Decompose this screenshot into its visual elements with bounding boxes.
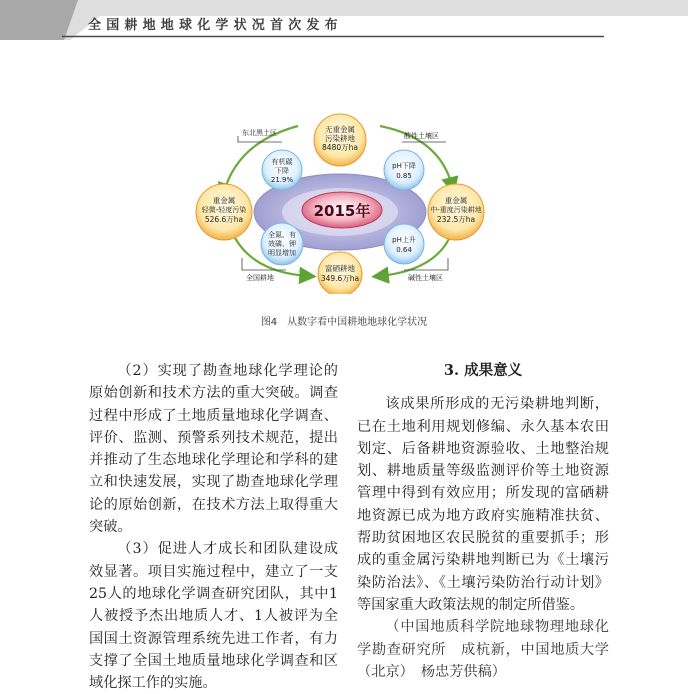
node-bottom-line1: 富硒耕地 <box>325 264 355 273</box>
author-credit: （中国地质科学院地球物理地球化学勘查研究所 成杭新，中国地质大学（北京） 杨忠芳供稿） <box>357 619 609 680</box>
left-column <box>89 360 338 694</box>
region-national-farmland: 全国耕地 <box>246 274 274 282</box>
node-ph-down <box>384 150 424 190</box>
header-band <box>0 0 688 40</box>
node-right-line1: 重金属 <box>444 196 468 205</box>
node-organic-carbon-line2: 下降 <box>275 167 289 175</box>
node-top-line1: 无重金属 <box>325 125 355 134</box>
node-ph-up-line1: pH上升 <box>392 236 416 244</box>
center-label: 2015年 <box>313 202 371 220</box>
figure-4 <box>190 108 490 294</box>
node-bottom <box>318 252 362 294</box>
node-right-line2: 中-重度污染耕地 <box>430 206 482 214</box>
section-title: 3. 成果意义 <box>443 362 523 379</box>
node-ph-up <box>384 224 424 264</box>
paragraph-theory-breakthrough: （2）实现了勘查地球化学理论的原始创新和技术方法的重大突破。调查过程中形成了土地质量地球化学调查、评价、监测、预警系列技术规范，提出并推动了生态地球化学理论和学科的建立和快速发展，实现了勘查地球化学理论的原始创新，在技术方法上取得重大突破。 <box>89 363 338 536</box>
node-ph-down-line1: pH下降 <box>392 162 416 170</box>
node-top-line2: 污染耕地 <box>325 134 355 143</box>
node-left-line2: 轻微-轻度污染 <box>201 206 247 214</box>
region-alkaline-soil: 碱性土壤区 <box>408 274 443 282</box>
figure-diagram <box>190 108 490 294</box>
node-organic-carbon-line1: 有机碳 <box>271 158 293 166</box>
node-ph-down-line2: 0.85 <box>396 172 412 180</box>
node-nutrients-line2: 效磷、钾 <box>268 240 296 248</box>
region-acidic-soil: 酸性土壤区 <box>404 132 439 140</box>
node-organic-carbon-line3: 21.9% <box>270 176 294 184</box>
figure-caption: 图4 从数字看中国耕地地球化学状况 <box>260 317 428 328</box>
running-header: 全国耕地地球化学状况首次发布 <box>88 18 343 33</box>
paragraph-talent-team: （3）促进人才成长和团队建设成效显著。项目实施过程中，建立了一支25人的地球化学调查研究团队，其中1人被授予杰出地质人才、1人被评为全国国土资源管理系统先进工作者，有力支撑了全国土地质量地球化学调查和区域化探工作的实施。 <box>89 541 338 692</box>
paragraph-significance: 该成果所形成的无污染耕地判断，已在土地利用规划修编、永久基本农田划定、后备耕地资源验收、土地整治规划、耕地质量等级监测评价等土地资源管理中得到有效应用；所发现的富硒耕地资源已成为地方政府实施精准扶贫、帮助贫困地区农民脱贫的重要抓手；形成的重金属污染耕地判断已为《土壤污染防治法》、《土壤污染防治行动计划》等国家重大政策法规的制定所借鉴。 <box>357 396 609 613</box>
node-ph-up-line2: 0.64 <box>396 246 412 254</box>
node-bottom-line2: 349.6万ha <box>320 274 360 283</box>
node-left-line1: 重金属 <box>212 196 236 205</box>
node-nutrients-line1: 全氮、有 <box>268 231 296 239</box>
right-column <box>357 360 609 683</box>
region-northeast-black-soil: 东北黑土区 <box>242 129 277 137</box>
node-right-line3: 232.5万ha <box>436 215 476 224</box>
node-top-line3: 8480万ha <box>322 143 358 152</box>
node-nutrients-line3: 明显增加 <box>268 249 296 257</box>
node-left-line3: 526.6万ha <box>204 215 244 224</box>
